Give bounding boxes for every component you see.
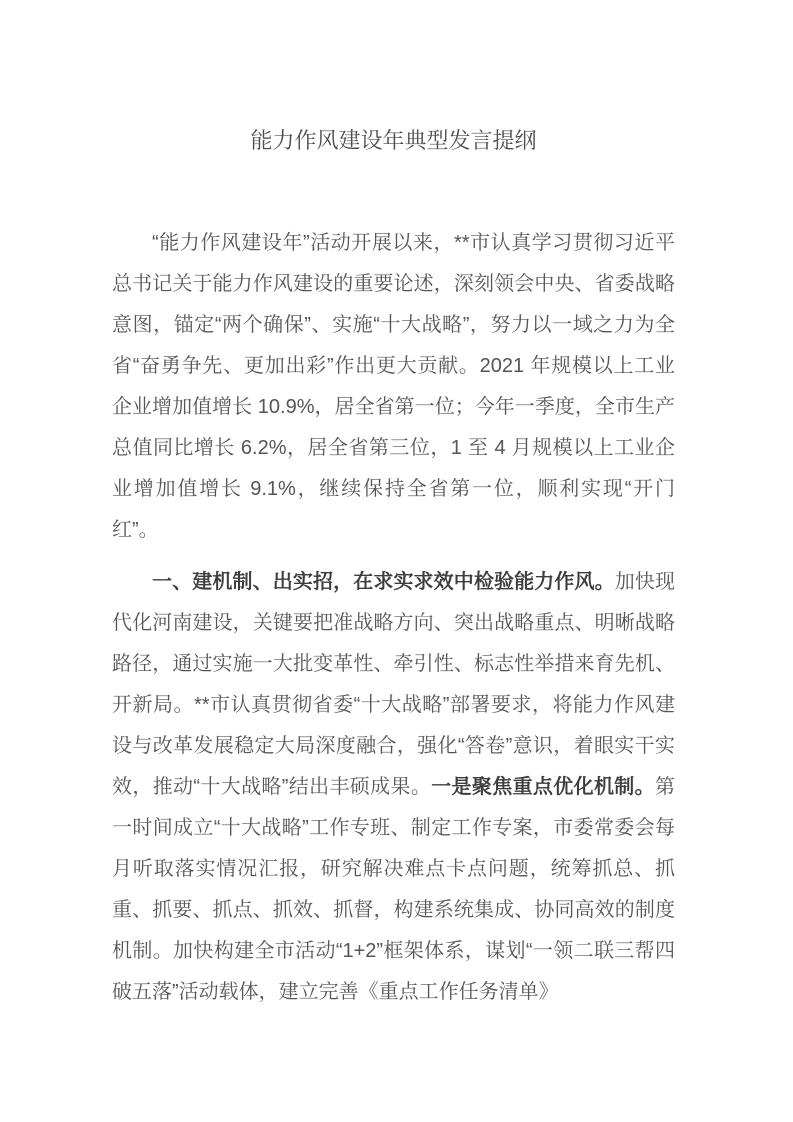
- text-run: 加快现代化河南建设，关键要把准战略方向、突出战略重点、明晰战略路径，通过实施一大批变革性、牵引性、标志性举措来育先机、开新局。**市认真贯彻省委“十大战略”部署要求，将能力作风建设与改革发展稳定大局深度融合，强化“答卷”意识，着眼实干实效，推动“十大战略”结出丰硕成果。: [112, 571, 676, 798]
- document-body: [112, 223, 675, 1013]
- bold-text-run: 一是聚焦重点优化机制。: [431, 776, 656, 798]
- text-run: 第一时间成立“十大战略”工作专班、制定工作专案，市委常委会每月听取落实情况汇报，研究解决难点卡点问题，统筹抓总、抓重、抓要、抓点、抓效、抓督，构建系统集成、协同高效的制度机制。加快构建全市活动“1+2”框架体系，谋划“一领二联三帮四破五落”活动载体，建立完善《重点工作任务清单》: [112, 776, 676, 1003]
- paragraph: [112, 223, 675, 551]
- bold-text-run: 一、建机制、出实招，在求实求效中检验能力作风。: [152, 571, 615, 593]
- document-title: 能力作风建设年典型发言提纲: [250, 128, 537, 153]
- text-run: “能力作风建设年”活动开展以来，**市认真学习贯彻习近平总书记关于能力作风建设的重要论述，深刻领会中央、省委战略意图，锚定“两个确保”、实施“十大战略”，努力以一域之力为全省“奋勇争先、更加出彩”作出更大贡献。2021 年规模以上工业企业增加值增长 10.9%，居全省第一位；今年一季度，全市生产总值同比增长 6.2%，居全省第三位，1 至 4 月规模以上工业企业增加值增长 9.1%，继续保持全省第一位，顺利实现“开门红”。: [112, 232, 675, 541]
- paragraph: [112, 562, 675, 1013]
